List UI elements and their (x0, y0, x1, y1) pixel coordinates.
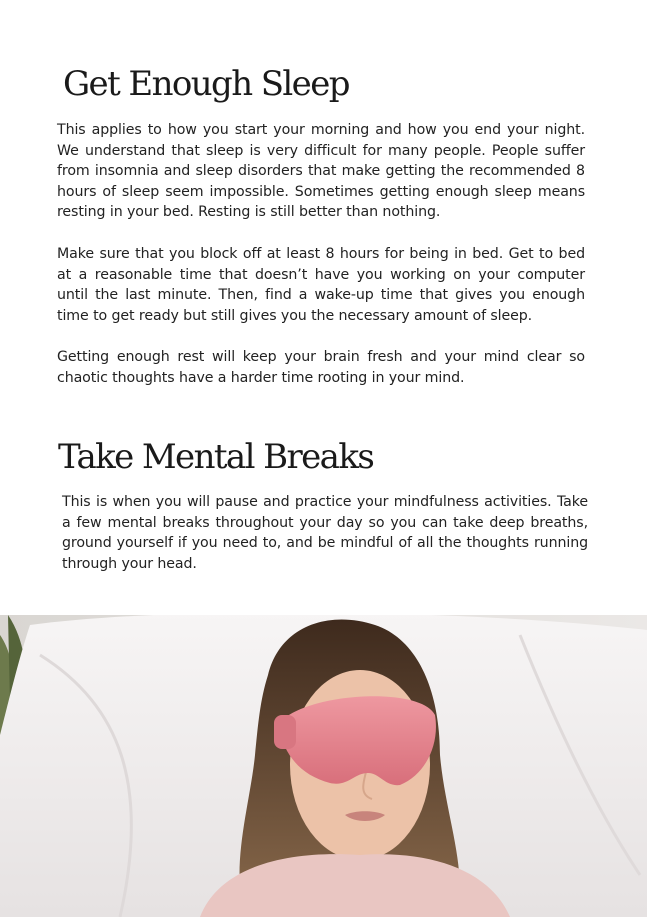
sleep-paragraph-1: This applies to how you start your morning and how you end your night. We understand that sleep is very difficult for many people. People suffer from insomnia and sleep disorders that make getting the recommended 8 hours of sleep seem impossible. Sometimes getting enough sleep means resting in your bed. Resting is still better than nothing. (57, 122, 585, 221)
mental-breaks-paragraph: This is when you will pause and practice your mindfulness activities. Take a few mental breaks throughout your day so you can take deep breaths, ground yourself if you need to, and be mindful of all the thoughts running through your head. (62, 494, 588, 572)
section-heading-take-mental-breaks: Take Mental Breaks (58, 437, 374, 477)
woman-sleeping-with-eye-mask-photo (0, 615, 647, 917)
section-heading-get-enough-sleep: Get Enough Sleep (63, 64, 349, 104)
sleep-paragraph-2: Make sure that you block off at least 8 hours for being in bed. Get to bed at a reasonable time that doesn’t have you working on your computer until the last minute. Then, find a wake-up time that gives you enough time to get ready but still gives you the necessary amount of sleep. (57, 246, 585, 324)
sleep-mask-strap (274, 715, 296, 749)
sleep-paragraph-3: Getting enough rest will keep your brain fresh and your mind clear so chaotic thoughts have a harder time rooting in your mind. (57, 349, 585, 386)
